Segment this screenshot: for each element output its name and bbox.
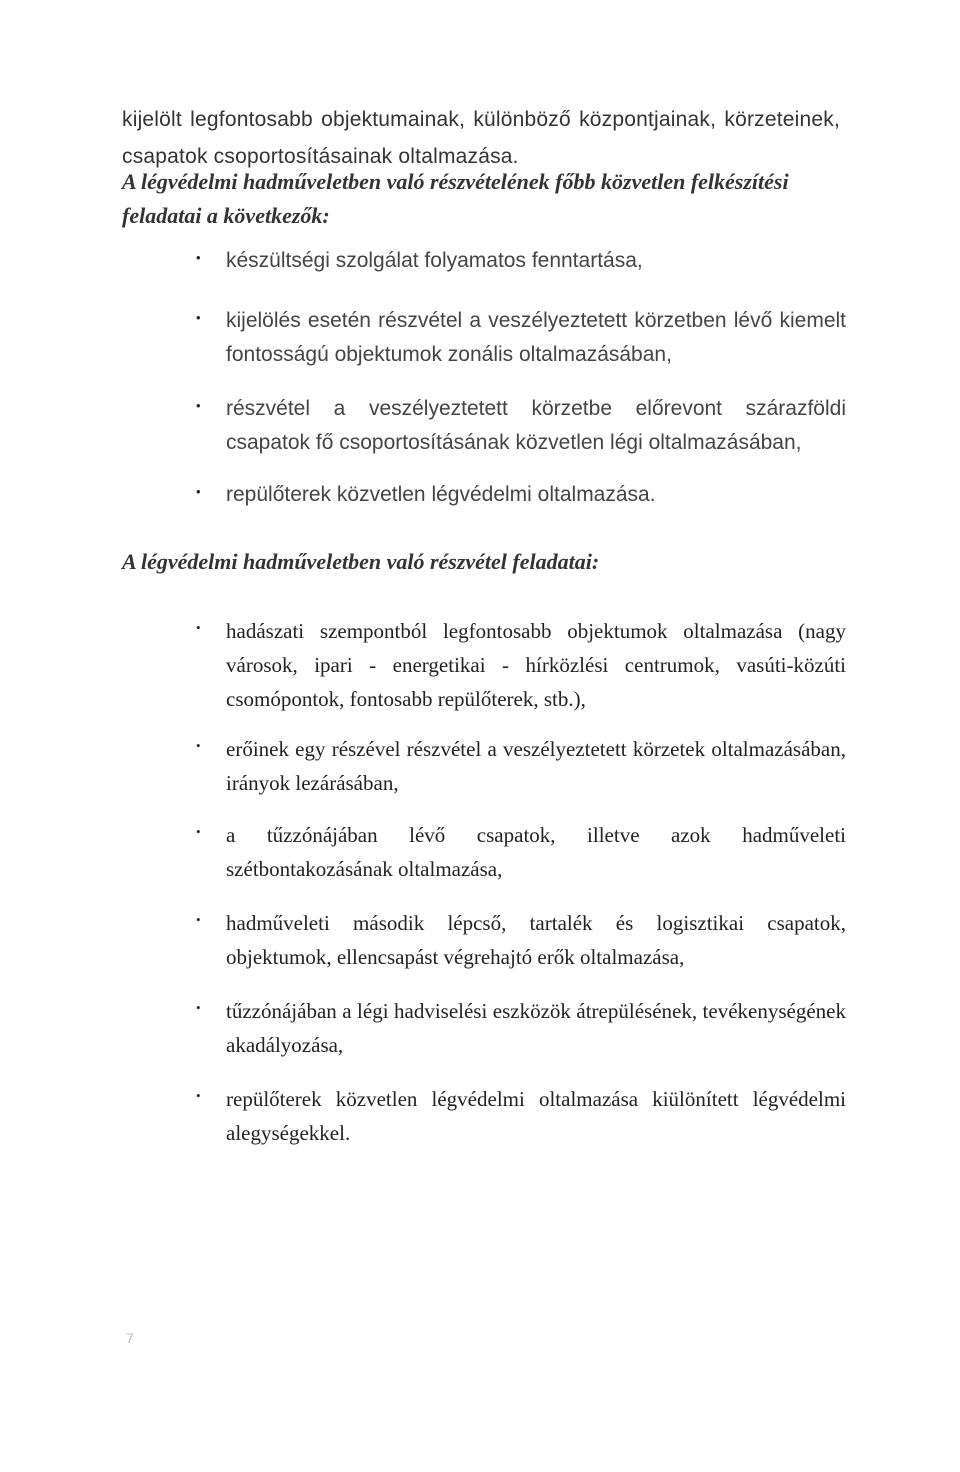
list-item-text: tűzzónájában a légi hadviselési eszközök átrepülésének, tevékenységének akadályozása, (226, 999, 846, 1057)
list-item-text: hadműveleti második lépcső, tartalék és logisztikai csapatok, objektumok, ellencsapást végrehajtó erők oltalmazása, (226, 911, 846, 969)
bullet-icon: • (196, 310, 201, 325)
section-heading-preparation: A légvédelmi hadműveletben való részvételének főbb közvetlen felkészítési feladatai a következők: (122, 169, 789, 228)
list-item (196, 994, 846, 1062)
bullet-icon: • (196, 824, 201, 839)
bullet-icon: • (196, 1000, 201, 1015)
list-item (196, 818, 846, 886)
list-item-text: erőinek egy részével részvétel a veszélyeztetett körzetek oltalmazásában, irányok lezárásában, (226, 737, 846, 795)
list-item (196, 614, 846, 716)
list-item (196, 244, 846, 278)
list-item-text: hadászati szempontból legfontosabb objektumok oltalmazása (nagy városok, ipari - energetikai - hírközlési centrumok, vasúti-közúti csomópontok, fontosabb repülőterek, stb.), (226, 619, 846, 711)
list-item (196, 906, 846, 974)
list-item-text: repülőterek közvetlen légvédelmi oltalmazása. (226, 483, 656, 506)
bullet-icon: • (196, 484, 201, 499)
intro-paragraph: kijelölt legfontosabb objektumainak, különböző központjainak, körzeteinek, csapatok csoportosításainak oltalmazása. (122, 108, 840, 168)
bullet-icon: • (196, 738, 201, 753)
list-item (196, 478, 846, 512)
list-item-text: a tűzzónájában lévő csapatok, illetve azok hadműveleti szétbontakozásának oltalmazása, (226, 823, 846, 881)
list-item (196, 1082, 846, 1150)
bullet-icon: • (196, 250, 201, 265)
list-item-text: részvétel a veszélyeztetett körzetbe előrevont szárazföldi csapatok fő csoportosításának közvetlen légi oltalmazásában, (226, 397, 846, 454)
section-heading-tasks: A légvédelmi hadműveletben való részvétel feladatai: (122, 549, 600, 574)
page-number: 7 (126, 1330, 134, 1346)
bullet-icon: • (196, 620, 201, 635)
list-item (196, 732, 846, 800)
list-item (196, 304, 846, 372)
list-item (196, 392, 846, 460)
bullet-icon: • (196, 912, 201, 927)
list-item-text: készültségi szolgálat folyamatos fenntartása, (226, 249, 643, 272)
bullet-icon: • (196, 1088, 201, 1103)
list-item-text: repülőterek közvetlen légvédelmi oltalmazása kiülönített légvédelmi alegységekkel. (226, 1087, 846, 1145)
list-item-text: kijelölés esetén részvétel a veszélyeztetett körzetben lévő kiemelt fontosságú objektumok zonális oltalmazásában, (226, 309, 846, 366)
bullet-icon: • (196, 398, 201, 413)
